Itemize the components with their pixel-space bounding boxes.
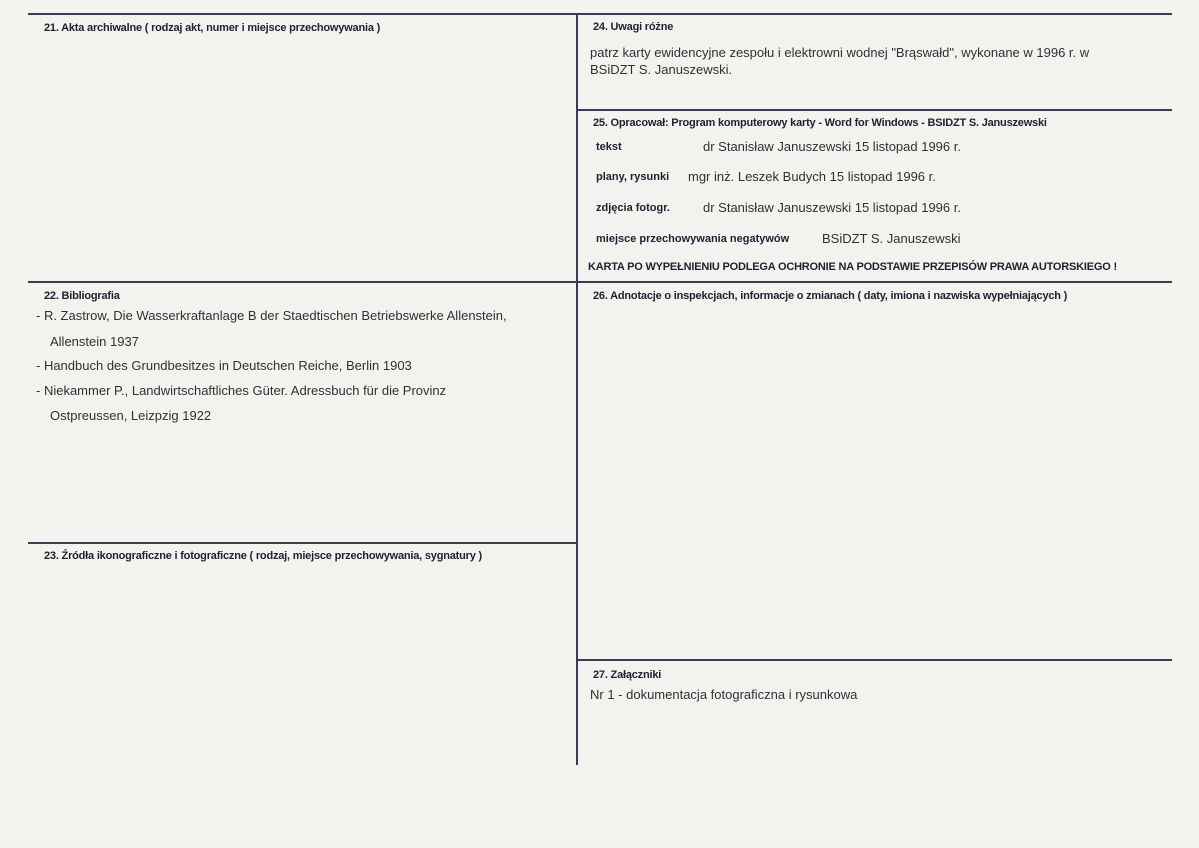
author-label-negatives: miejsce przechowywania negatywów — [596, 233, 790, 245]
section-25-header: 25. Opracował: Program komputerowy karty - Word for Windows - BSIDZT S. Januszewski — [593, 117, 1047, 129]
rule-22-23 — [28, 542, 576, 544]
section-22-header: 22. Bibliografia — [44, 290, 120, 302]
bibliography-entry: - Handbuch des Grundbesitzes in Deutschen Reiche, Berlin 1903 — [36, 358, 412, 373]
bibliography-entry: Allenstein 1937 — [50, 334, 139, 349]
section-27-header: 27. Załączniki — [593, 669, 662, 681]
author-value-text: dr Stanisław Januszewski 15 listopad 1996 r. — [703, 139, 961, 154]
attachments-text: Nr 1 - dokumentacja fotograficzna i rysunkowa — [590, 687, 858, 702]
author-label-plans: plany, rysunki — [596, 171, 670, 183]
top-rule — [28, 13, 1172, 15]
author-value-photos: dr Stanisław Januszewski 15 listopad 1996 r. — [703, 200, 961, 215]
copyright-notice: KARTA PO WYPEŁNIENIU PODLEGA OCHRONIE NA PODSTAWIE PRZEPISÓW PRAWA AUTORSKIEGO ! — [588, 261, 1117, 273]
author-label-photos: zdjęcia fotogr. — [596, 202, 670, 214]
author-value-plans: mgr inż. Leszek Budych 15 listopad 1996 r. — [688, 169, 936, 184]
section-26-header: 26. Adnotacje o inspekcjach, informacje o zmianach ( daty, imiona i nazwiska wypełniających ) — [593, 290, 1068, 302]
bibliography-entry: Ostpreussen, Leizpzig 1922 — [50, 408, 212, 423]
bibliography-entry: - Niekammer P., Landwirtschaftliches Güter. Adressbuch für die Provinz — [36, 383, 447, 398]
remarks-line: patrz karty ewidencyjne zespołu i elektrowni wodnej "Brąswałd", wykonane w 1996 r. w — [590, 45, 1090, 60]
section-23-header: 23. Źródła ikonograficzne i fotograficzne ( rodzaj, miejsce przechowywania, sygnatury ) — [44, 550, 482, 562]
rule-25-26 — [578, 281, 1172, 283]
author-value-negatives: BSiDZT S. Januszewski — [822, 231, 961, 246]
author-label-text: tekst — [596, 141, 622, 153]
rule-24-25 — [578, 109, 1172, 111]
section-21-header: 21. Akta archiwalne ( rodzaj akt, numer i miejsce przechowywania ) — [44, 22, 381, 34]
rule-26-27 — [578, 659, 1172, 661]
section-24-header: 24. Uwagi różne — [593, 21, 674, 33]
remarks-line: BSiDZT S. Januszewski. — [590, 62, 733, 77]
rule-21-22 — [28, 281, 576, 283]
center-divider — [576, 13, 578, 765]
bibliography-entry: - R. Zastrow, Die Wasserkraftanlage B der Staedtischen Betriebswerke Allenstein, — [36, 308, 507, 323]
